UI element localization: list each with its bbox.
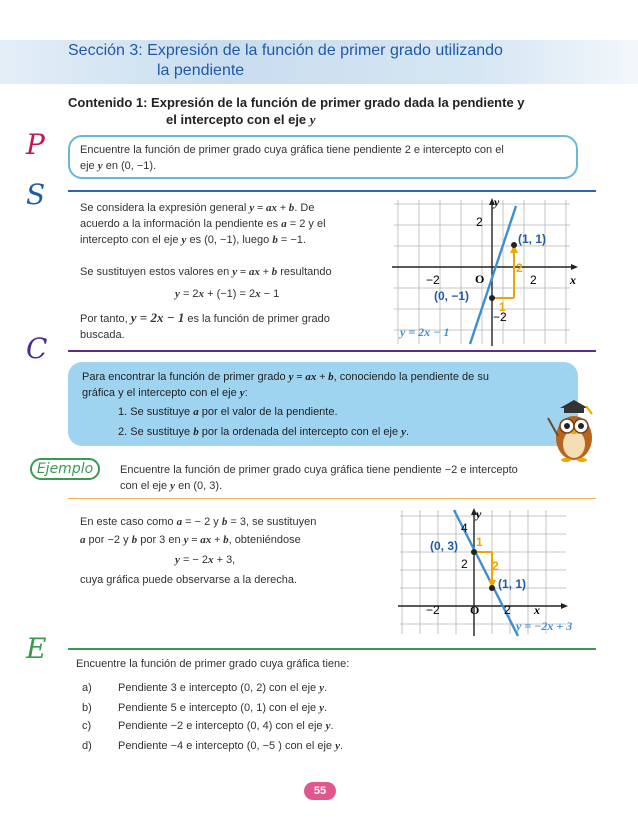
section-divider-e (68, 648, 596, 650)
exercise-d: d) Pendiente −4 e intercepto (0, −5 ) con el eje y. (82, 740, 344, 752)
graph-2-point-bottom (489, 585, 495, 591)
problem-text: Encuentre la función de primer grado cuya gráfica tiene pendiente 2 e intercepto con el eje y en (0, −1). (80, 144, 504, 172)
graph-2-x-label: x (534, 603, 540, 617)
graph-2 (396, 506, 592, 638)
graph-1-point-intercept (489, 295, 495, 301)
graph-1-run-label: 1 (499, 300, 506, 314)
exercise-b: b) Pendiente 5 e intercepto (0, 1) con el eje y. (82, 702, 328, 714)
exercises-intro: Encuentre la función de primer grado cuya gráfica tiene: (76, 658, 350, 670)
conclusion-text: Para encontrar la función de primer grado y = ax + b, conociendo la pendiente de su gráfica y el intercepto con el eje y: (82, 371, 489, 399)
graph-2-point-bottom-label: (1, 1) (498, 577, 527, 591)
solution-paragraph-2: Se sustituyen estos valores en y = ax + b resultando (80, 266, 332, 278)
example-tag: Ejemplo (30, 458, 100, 480)
graph-1-rise-label: 2 (516, 261, 523, 275)
letter-c: C (26, 332, 48, 365)
graph-2-tick-x-pos: 2 (504, 603, 511, 617)
content-title: Contenido 1: Expresión de la función de primer grado dada la pendiente y el intercepto con el eje y (68, 95, 525, 127)
example-statement: Encuentre la función de primer grado cuya gráfica tiene pendiente −2 e intercepto con el eje y en (0, 3). (120, 464, 518, 492)
section-title (68, 41, 503, 81)
section-title-line2: la pendiente (157, 62, 245, 79)
exercise-c: c) Pendiente −2 e intercepto (0, 4) con el eje y. (82, 720, 334, 732)
graph-2-drop-label: 2 (492, 559, 499, 573)
graph-1-tick-x-neg: −2 (426, 273, 440, 287)
letter-e: E (26, 632, 47, 665)
graph-1-y-label: y (494, 196, 500, 209)
example-divider (68, 498, 596, 499)
exercise-a: a) Pendiente 3 e intercepto (0, 2) con el eje y. (82, 682, 328, 694)
graph-2-run-label: 1 (476, 535, 483, 549)
graph-1-point-bottom-label: (0, −1) (434, 289, 470, 303)
graph-1-tick-y-neg: −2 (493, 310, 507, 324)
letter-s: S (26, 178, 46, 211)
graph-2-y-label: y (476, 507, 482, 521)
example-solution: En este caso como a = − 2 y b = 3, se sustituyen a por −2 y b por 3 en y = ax + b, obteniéndose (80, 516, 317, 546)
owl-mascot-icon (546, 398, 602, 464)
page-number: 55 (304, 782, 336, 800)
solution-paragraph-1: Se considera la expresión general y = ax + b. De acuerdo a la información la pendiente es a = 2 y el intercepto con el eje y es (0, −1), luego b = −1. (80, 202, 326, 246)
graph-2-tick-y-2: 2 (461, 557, 468, 571)
graph-1-tick-x-pos: 2 (530, 273, 537, 287)
graph-1-point-top-label: (1, 1) (518, 232, 547, 246)
graph-2-origin: O (470, 603, 480, 617)
graph-1-origin: O (475, 272, 485, 286)
graph-1 (390, 196, 590, 348)
section-divider-c (68, 350, 596, 352)
graph-1-tick-y-pos: 2 (476, 215, 483, 229)
graph-2-point-top-label: (0, 3) (430, 539, 459, 553)
graph-1-line-label: y = 2x − 1 (400, 325, 450, 339)
example-equation: y = − 2x + 3, (175, 554, 236, 566)
section-title-line1: Sección 3: Expresión de la función de primer grado utilizando (68, 42, 503, 59)
graph-2-point-intercept (471, 549, 477, 555)
graph-1-point-top (511, 242, 517, 248)
solution-conclusion: Por tanto, y = 2x − 1 es la función de primer grado buscada. (80, 310, 330, 341)
letter-p: P (26, 128, 45, 161)
graph-2-grid (400, 510, 566, 634)
example-note: cuya gráfica puede observarse a la derecha. (80, 574, 298, 586)
solution-equation: y = 2x + (−1) = 2x − 1 (175, 288, 280, 300)
graph-2-tick-x-neg: −2 (426, 603, 440, 617)
graph-2-line-label: y = −2x + 3 (516, 619, 573, 633)
conclusion-steps: 1. Se sustituye a por el valor de la pendiente. 2. Se sustituye b por la ordenada del intercepto con el eje y. (118, 406, 410, 438)
section-divider-s (68, 190, 596, 192)
graph-1-x-label: x (570, 273, 576, 287)
graph-2-tick-y-4: 4 (461, 521, 468, 535)
